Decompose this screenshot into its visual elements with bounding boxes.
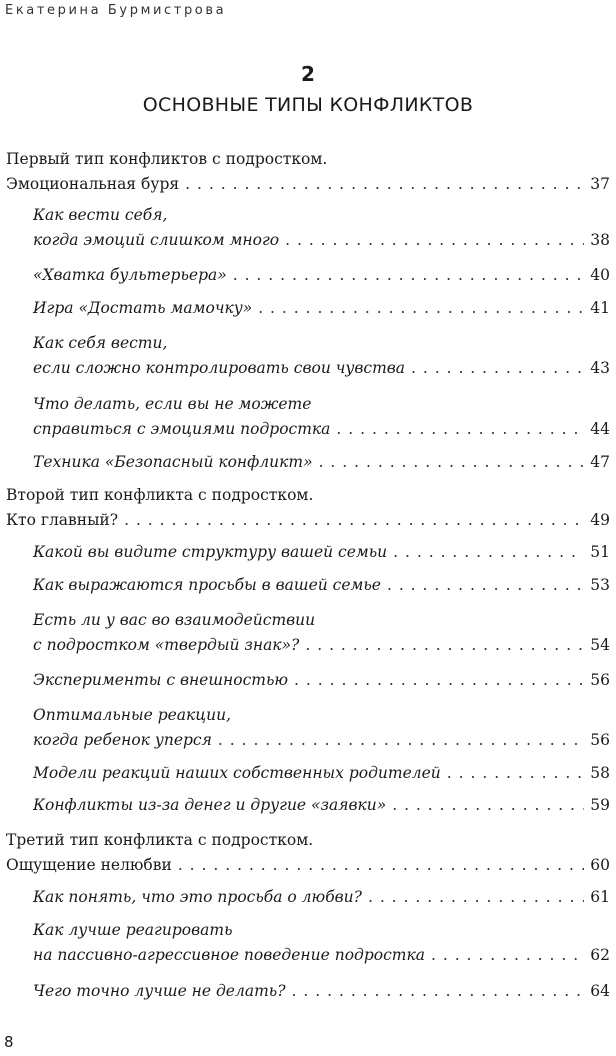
toc-page-number: 43: [590, 359, 610, 377]
toc-entry-title: Как лучше реагировать: [33, 921, 233, 939]
toc-page-number: 59: [590, 796, 610, 814]
page-number: 8: [4, 1033, 14, 1051]
toc-entry-title: когда эмоций слишком много: [33, 231, 280, 249]
toc-page-number: 41: [590, 299, 610, 317]
toc-page-number: 49: [590, 511, 610, 529]
toc-entry-title: Кто главный?: [6, 511, 119, 529]
toc-line: [33, 728, 610, 753]
dot-leader: [178, 853, 584, 878]
toc-subentry: [33, 296, 610, 321]
toc-subentry: [33, 918, 610, 968]
toc-entry-title: Как понять, что это просьба о любви?: [33, 888, 362, 906]
toc-subentry: [33, 203, 610, 253]
dot-leader: [431, 943, 584, 968]
toc-line: [33, 703, 610, 728]
dot-leader: [392, 793, 584, 818]
toc-line: [33, 608, 610, 633]
toc-page-number: 53: [590, 576, 610, 594]
dot-leader: [292, 979, 585, 1004]
toc-entry-title: Эксперименты с внешностью: [33, 671, 289, 689]
toc-line: [6, 483, 610, 508]
toc-line: [33, 633, 610, 658]
toc-page-number: 60: [590, 856, 610, 874]
toc-entry-title: Третий тип конфликта с подростком.: [6, 831, 314, 849]
toc-entry-title: Техника «Безопасный конфликт»: [33, 453, 313, 471]
dot-leader: [305, 633, 584, 658]
toc-line: [33, 392, 610, 417]
toc-page-number: 47: [590, 453, 610, 471]
toc-page-number: 58: [590, 764, 610, 782]
toc-entry-title: Как выражаются просьбы в вашей семье: [33, 576, 381, 594]
toc-entry-title: Первый тип конфликтов с подростком.: [6, 150, 328, 168]
toc-line: [33, 943, 610, 968]
running-head: Екатерина Бурмистрова: [5, 3, 227, 18]
toc-entry: [6, 483, 610, 533]
toc-line: [33, 918, 610, 943]
toc-line: [6, 508, 610, 533]
toc-entry-title: Модели реакций наших собственных родителей: [33, 764, 441, 782]
toc-page-number: 62: [590, 946, 610, 964]
toc-page-number: 54: [590, 636, 610, 654]
toc-subentry: [33, 540, 610, 565]
toc-entry-title: Какой вы видите структуру вашей семьи: [33, 543, 388, 561]
toc-page-number: 64: [590, 982, 610, 1000]
toc-subentry: [33, 979, 610, 1004]
chapter-title: ОСНОВНЫЕ ТИПЫ КОНФЛИКТОВ: [142, 94, 474, 116]
toc-subentry: [33, 608, 610, 658]
toc-entry-title: с подростком «твердый знак»?: [33, 636, 300, 654]
toc-entry: [6, 147, 610, 197]
dot-leader: [393, 540, 584, 565]
toc-line: [33, 263, 610, 288]
toc-line: [33, 979, 610, 1004]
toc-line: [33, 885, 610, 910]
toc-subentry: [33, 392, 610, 442]
toc-subentry: [33, 450, 610, 475]
toc-page-number: 56: [590, 671, 610, 689]
toc-page-number: 56: [590, 731, 610, 749]
toc-entry-title: Есть ли у вас во взаимодействии: [33, 611, 316, 629]
dot-leader: [258, 296, 584, 321]
toc-entry-title: Как себя вести,: [33, 334, 168, 352]
toc-line: [33, 761, 610, 786]
toc-line: [6, 172, 610, 197]
toc-line: [33, 296, 610, 321]
dot-leader: [368, 885, 584, 910]
toc-subentry: [33, 668, 610, 693]
toc-subentry: [33, 885, 610, 910]
dot-leader: [218, 728, 584, 753]
dot-leader: [294, 668, 584, 693]
toc-page-number: 61: [590, 888, 610, 906]
toc-line: [33, 331, 610, 356]
toc-entry-title: если сложно контролировать свои чувства: [33, 359, 406, 377]
dot-leader: [336, 417, 584, 442]
chapter-number: 2: [301, 62, 315, 86]
toc-line: [33, 540, 610, 565]
toc-subentry: [33, 573, 610, 598]
toc-line: [6, 853, 610, 878]
toc-line: [33, 450, 610, 475]
toc-subentry: [33, 761, 610, 786]
toc-page-number: 40: [590, 266, 610, 284]
toc-line: [33, 793, 610, 818]
toc-entry-title: Оптимальные реакции,: [33, 706, 232, 724]
toc-line: [33, 356, 610, 381]
dot-leader: [185, 172, 584, 197]
dot-leader: [387, 573, 584, 598]
toc-entry-title: Ощущение нелюбви: [6, 856, 172, 874]
toc-subentry: [33, 703, 610, 753]
toc-page-number: 44: [590, 420, 610, 438]
toc-line: [6, 147, 610, 172]
toc-entry-title: Игра «Достать мамочку»: [33, 299, 253, 317]
toc-subentry: [33, 793, 610, 818]
toc-entry: [6, 828, 610, 878]
toc-line: [33, 203, 610, 228]
toc-page-number: 38: [590, 231, 610, 249]
toc-entry-title: Что делать, если вы не можете: [33, 395, 312, 413]
toc-entry-title: когда ребенок уперся: [33, 731, 212, 749]
toc-entry-title: Как вести себя,: [33, 206, 168, 224]
dot-leader: [124, 508, 584, 533]
toc-entry-title: Второй тип конфликта с подростком.: [6, 486, 314, 504]
toc-entry-title: справиться с эмоциями подростка: [33, 420, 331, 438]
toc-entry-title: на пассивно-агрессивное поведение подростка: [33, 946, 425, 964]
toc-subentry: [33, 331, 610, 381]
dot-leader: [411, 356, 584, 381]
toc-line: [33, 668, 610, 693]
toc-entry-title: «Хватка бультерьера»: [33, 266, 227, 284]
dot-leader: [319, 450, 585, 475]
toc-page-number: 37: [590, 175, 610, 193]
toc-line: [33, 573, 610, 598]
toc-subentry: [33, 263, 610, 288]
toc-line: [33, 417, 610, 442]
toc-entry-title: Чего точно лучше не делать?: [33, 982, 286, 1000]
toc-entry-title: Конфликты из-за денег и другие «заявки»: [33, 796, 387, 814]
toc-entry-title: Эмоциональная буря: [6, 175, 180, 193]
dot-leader: [285, 228, 584, 253]
dot-leader: [447, 761, 584, 786]
toc-line: [6, 828, 610, 853]
toc-page-number: 51: [590, 543, 610, 561]
dot-leader: [233, 263, 585, 288]
toc-line: [33, 228, 610, 253]
